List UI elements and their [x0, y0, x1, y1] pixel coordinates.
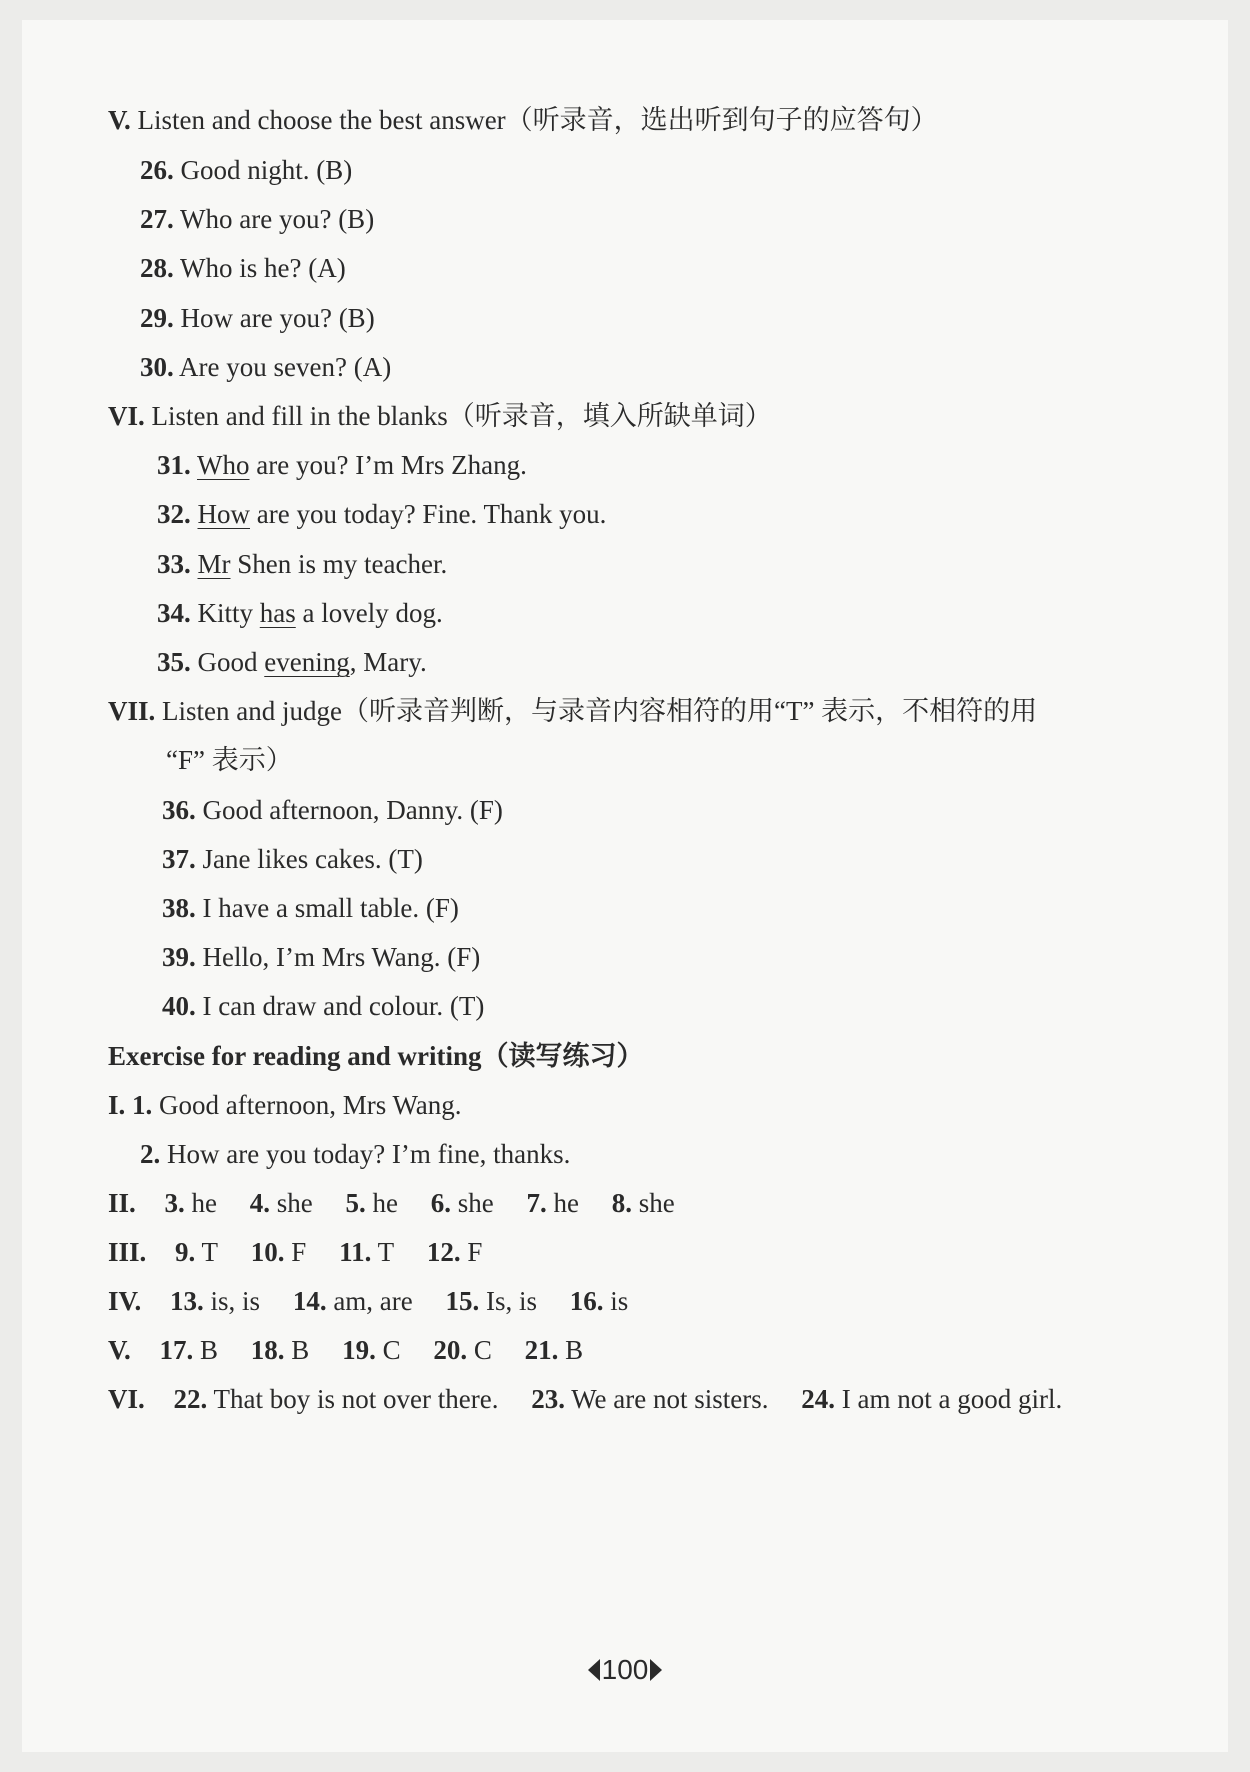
list-item: 34. Kitty has a lovely dog. — [157, 598, 443, 628]
section-7-heading: VII. Listen and judge（听录音判断，与录音内容相符的用“T” 表示，不相符的用 — [108, 696, 1038, 726]
rw-q5-row: V. 17. B 18. B 19. C 20. C 21. B — [108, 1335, 584, 1365]
rw-q6-row: VI. 22. That boy is not over there. 23. We are not sisters. 24. I am not a good girl. — [108, 1384, 1063, 1414]
answer-blank: Who — [197, 450, 250, 480]
rw-q2-row: II. 3. he 4. she 5. he 6. she 7. he 8. she — [108, 1188, 675, 1218]
list-item: 30. Are you seven? (A) — [140, 352, 392, 382]
rw-q1-row-2: 2. How are you today? I’m fine, thanks. — [140, 1139, 571, 1169]
list-item: 28. Who is he? (A) — [140, 253, 346, 283]
list-item: 29. How are you? (B) — [140, 303, 375, 333]
rw-q4-row: IV. 13. is, is 14. am, are 15. Is, is 16. is — [108, 1286, 629, 1316]
list-item: 33. Mr Shen is my teacher. — [157, 549, 448, 579]
page-number: 100 — [0, 1654, 1250, 1686]
reading-writing-heading: Exercise for reading and writing（读写练习） — [108, 1041, 644, 1071]
list-item: 31. Who are you? I’m Mrs Zhang. — [157, 450, 527, 480]
section-6-heading: VI. Listen and fill in the blanks（听录音，填入所缺单词） — [108, 401, 772, 431]
list-item: 26. Good night. (B) — [140, 155, 353, 185]
rw-q1-row: I. 1. Good afternoon, Mrs Wang. — [108, 1090, 462, 1120]
section-7-heading-cont: “F” 表示） — [166, 745, 293, 775]
list-item: 36. Good afternoon, Danny. (F) — [162, 795, 503, 825]
list-item: 40. I can draw and colour. (T) — [162, 991, 485, 1021]
list-item: 39. Hello, I’m Mrs Wang. (F) — [162, 942, 481, 972]
answer-blank: How — [197, 499, 250, 529]
list-item: 32. How are you today? Fine. Thank you. — [157, 499, 607, 529]
answer-blank: Mr — [197, 549, 231, 579]
rw-q3-row: III. 9. T 10. F 11. T 12. F — [108, 1237, 483, 1267]
list-item: 35. Good evening, Mary. — [157, 647, 427, 677]
list-item: 37. Jane likes cakes. (T) — [162, 844, 423, 874]
section-5-heading: V. Listen and choose the best answer（听录音，选出听到句子的应答句） — [108, 105, 938, 135]
answer-blank: evening — [264, 647, 350, 677]
left-arrow-icon — [588, 1659, 600, 1681]
right-arrow-icon — [650, 1659, 662, 1681]
answer-blank: has — [259, 598, 296, 628]
list-item: 27. Who are you? (B) — [140, 204, 375, 234]
list-item: 38. I have a small table. (F) — [162, 893, 459, 923]
